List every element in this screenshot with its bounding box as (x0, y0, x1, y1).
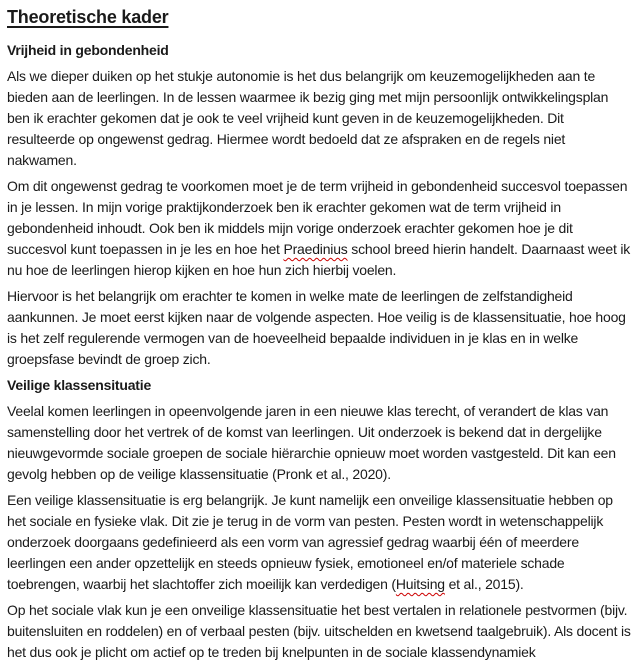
text-segment: Op het sociale vlak kun je een onveilige klassensituatie het best vertalen in relationele pestvormen (bijv. buitensluiten en roddelen) en of verbaal pesten (bijv. uitschelden en kwetsend taalgebruik). Als docent is het dus ook je plicht om actief op te treden bij knelpunten in de sociale klassendynamiek (7, 602, 631, 660)
paragraph (7, 286, 632, 370)
section-vrijheid-in-gebondenheid (7, 40, 632, 370)
section-paragraphs (7, 66, 632, 370)
section-heading: Vrijheid in gebondenheid (7, 42, 169, 58)
paragraph (7, 490, 632, 595)
section-heading: Veilige klassensituatie (7, 377, 152, 393)
text-segment: Als we dieper duiken op het stukje autonomie is het dus belangrijk om keuzemogelijkheden aan te bieden aan de leerlingen. In de lessen waarmee ik bezig ging met mijn persoonlijk ontwikkelingsplan ben ik erachter gekomen dat je ook te veel vrijheid kunt geven in de keuzemogelijkheden. Dit resulteerde op ongewenst gedrag. Hiermee wordt bedoeld dat ze afspraken en de regels niet nakwamen. (7, 68, 609, 168)
paragraph (7, 401, 632, 485)
document-title-text: Theoretische kader (7, 7, 169, 27)
section-paragraphs (7, 401, 632, 663)
text-segment: school breed hierin handelt. Daarnaast weet ik nu hoe de leerlingen hierop kijken en hoe hun zich hierbij voelen. (7, 241, 631, 278)
text-segment: et al., 2015). (444, 576, 524, 592)
text-segment: Om dit ongewenst gedrag te voorkomen moet je de term vrijheid in gebondenheid succesvol toepassen in je lessen. In mijn vorige praktijkonderzoek ben ik erachter gekomen wat de term vrijheid in gebondenheid inhoudt. Ook ben ik middels mijn vorige onderzoek erachter gekomen hoe je dit succesvol kunt toepassen in je les en hoe het (7, 178, 628, 257)
section-veilige-klassensituatie (7, 375, 632, 663)
text-segment: Hiervoor is het belangrijk om erachter te komen in welke mate de leerlingen de zelfstandigheid aankunnen. Je moet eerst kijken naar de volgende aspecten. Hoe veilig is de klassensituatie, hoe hoog is het zelf regulerende vermogen van de hoeveelheid bepaalde individuen in je klas en in welke groepsfase bevindt de groep zich. (7, 288, 626, 367)
paragraph (7, 176, 632, 281)
paragraph (7, 66, 632, 171)
text-segment: Een veilige klassensituatie is erg belangrijk. Je kunt namelijk een onveilige klassensituatie hebben op het sociale en fysieke vlak. Dit zie je terug in de vorm van pesten. Pesten wordt in wetenschappelijk onderzoek doorgaans gedefinieerd als een vorm van agressief gedrag waarbij één of meerdere leerlingen een ander opzettelijk en steeds opnieuw fysiek, emotioneel en/of materiele schade toebrengen, waarbij het slachtoffer zich moeilijk kan verdedigen ( (7, 492, 613, 592)
document-title (7, 5, 632, 30)
misspelled-word: Praedinius (283, 241, 348, 257)
misspelled-word: Huitsing (395, 576, 445, 592)
text-segment: Veelal komen leerlingen in opeenvolgende jaren in een nieuwe klas terecht, of verandert de klas van samenstelling door het vertrek of de komst van leerlingen. Uit onderzoek is bekend dat in dergelijke nieuwgevormde sociale groepen de sociale hiërarchie opnieuw moet worden vastgesteld. Dit kan een gevolg hebben op de veilige klassensituatie (Pronk et al., 2020). (7, 403, 616, 482)
paragraph (7, 600, 632, 663)
